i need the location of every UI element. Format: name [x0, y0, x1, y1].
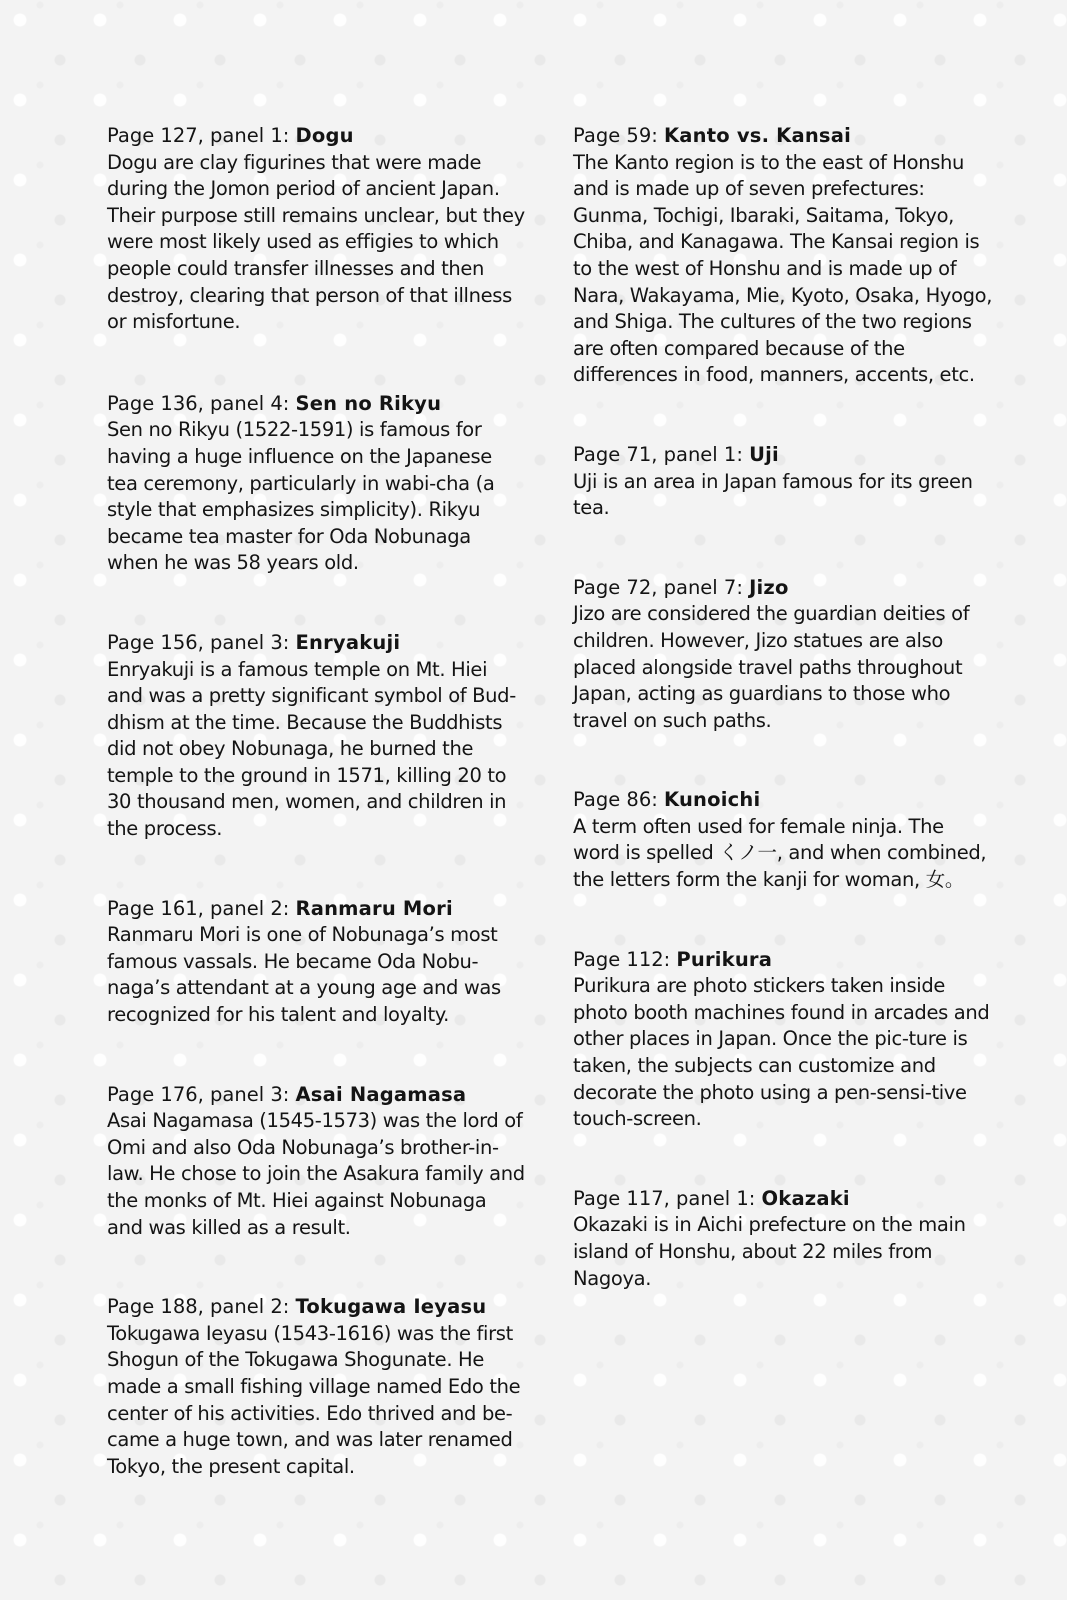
note-heading [107, 123, 527, 150]
note-body: Purikura are photo stickers taken inside photo booth machines found in arcades and other places in Japan. Once the pic-ture is taken, the subjects can customize and decorate the photo using a pen-sensi-tive touch-screen. [573, 974, 990, 1131]
note-page-ref: Page 156, panel 3: [107, 630, 296, 654]
note-page-ref: Page 176, panel 3: [107, 1082, 296, 1106]
note-jizo [573, 575, 993, 735]
note-enryakuji [107, 630, 527, 843]
note-page-ref: Page 127, panel 1: [107, 124, 296, 147]
note-term: Asai Nagamasa [295, 1082, 467, 1106]
note-heading [107, 630, 527, 657]
note-asai-nagamasa [107, 1082, 527, 1242]
note-page-ref: Page 59: [573, 124, 664, 147]
note-tokugawa-ieyasu [107, 1294, 527, 1480]
note-term: Kanto vs. Kansai [664, 124, 851, 147]
note-okazaki [573, 1186, 993, 1292]
note-kunoichi [573, 787, 993, 893]
note-body: Jizo are considered the guardian deities of children. However, Jizo statues are also placed alongside travel paths throughout Japan, acting as guardians to those who travel on such paths. [573, 602, 970, 732]
note-term: Sen no Rikyu [295, 391, 442, 415]
note-term: Dogu [295, 124, 354, 147]
note-body: A term often used for female ninja. The word is spelled くノ一, and when combined, the letters form the kanji for woman, 女。 [573, 814, 987, 892]
note-body: Asai Nagamasa (1545-1573) was the lord of Omi and also Oda Nobunaga’s brother-in-law. He chose to join the Asakura family and the monks of Mt. Hiei against Nobunaga and was killed as a result. [107, 1109, 525, 1239]
note-term: Tokugawa Ieyasu [295, 1295, 487, 1319]
note-page-ref: Page 71, panel 1: [573, 442, 750, 466]
note-page-ref: Page 117, panel 1: [573, 1186, 762, 1210]
note-heading [573, 123, 993, 150]
note-heading [107, 896, 527, 923]
note-term: Uji [749, 442, 779, 466]
note-page-ref: Page 188, panel 2: [107, 1295, 296, 1319]
note-sen-no-rikyu [107, 391, 527, 577]
right-column [573, 123, 993, 1345]
note-body: The Kanto region is to the east of Honshu and is made up of seven prefectures: Gunma, Tochigi, Ibaraki, Saitama, Tokyo, Chiba, and Kanagawa. The Kansai region is to the west of Honshu and is made up of Nara, Wakayama, Mie, Kyoto, Osaka, Hyogo, and Shiga. The cultures of the two regions are often compared because of the differences in food, manners, accents, etc. [573, 150, 993, 387]
note-kanto-vs-kansai [573, 123, 993, 389]
note-term: Okazaki [761, 1186, 850, 1210]
note-term: Jizo [749, 575, 789, 599]
note-term: Purikura [676, 947, 773, 971]
note-body: Dogu are clay figurines that were made during the Jomon period of ancient Japan. Their purpose still remains unclear, but they were most likely used as effigies to which people could transfer illnesses and then destroy, clearing that person of that illness or misfortune. [107, 150, 525, 334]
note-term: Kunoichi [664, 788, 761, 812]
note-heading [107, 1082, 527, 1109]
note-body: Okazaki is in Aichi prefecture on the main island of Honshu, about 22 miles from Nagoya. [573, 1213, 966, 1290]
note-heading [107, 1294, 527, 1321]
note-body: Enryakuji is a famous temple on Mt. Hiei and was a pretty significant symbol of Bud-dhism at the time. Because the Buddhists did not obey Nobunaga, he burned the temple to the ground in 1571, killing 20 to 30 thousand men, women, and children in the process. [107, 657, 516, 841]
note-page-ref: Page 86: [573, 788, 664, 812]
note-body: Sen no Rikyu (1522-1591) is famous for having a huge influence on the Japanese tea ceremony, particularly in wabi-cha (a style that emphasizes simplicity). Rikyu became tea master for Oda Nobunaga when he was 58 years old. [107, 418, 495, 575]
note-page-ref: Page 136, panel 4: [107, 391, 296, 415]
note-heading [107, 391, 527, 418]
note-purikura [573, 947, 993, 1133]
note-page-ref: Page 72, panel 7: [573, 575, 750, 599]
note-page-ref: Page 112: [573, 947, 677, 971]
note-term: Ranmaru Mori [295, 896, 453, 920]
note-ranmaru-mori [107, 896, 527, 1029]
note-term: Enryakuji [295, 630, 401, 654]
note-body: Ranmaru Mori is one of Nobunaga’s most famous vassals. He became Oda Nobu-naga’s attendant at a young age and was recognized for his talent and loyalty. [107, 923, 501, 1027]
note-heading [573, 575, 993, 602]
note-heading [573, 787, 993, 814]
note-body: Uji is an area in Japan famous for its green tea. [573, 469, 973, 520]
note-page-ref: Page 161, panel 2: [107, 896, 296, 920]
left-column [107, 123, 527, 1533]
note-heading [573, 1186, 993, 1213]
note-uji [573, 442, 993, 522]
note-body: Tokugawa Ieyasu (1543-1616) was the first Shogun of the Tokugawa Shogunate. He made a small fishing village named Edo the center of his activities. Edo thrived and be-came a huge town, and was later renamed Tokyo, the present capital. [107, 1321, 521, 1478]
note-dogu [107, 123, 527, 336]
note-heading [573, 442, 993, 469]
note-heading [573, 947, 993, 974]
